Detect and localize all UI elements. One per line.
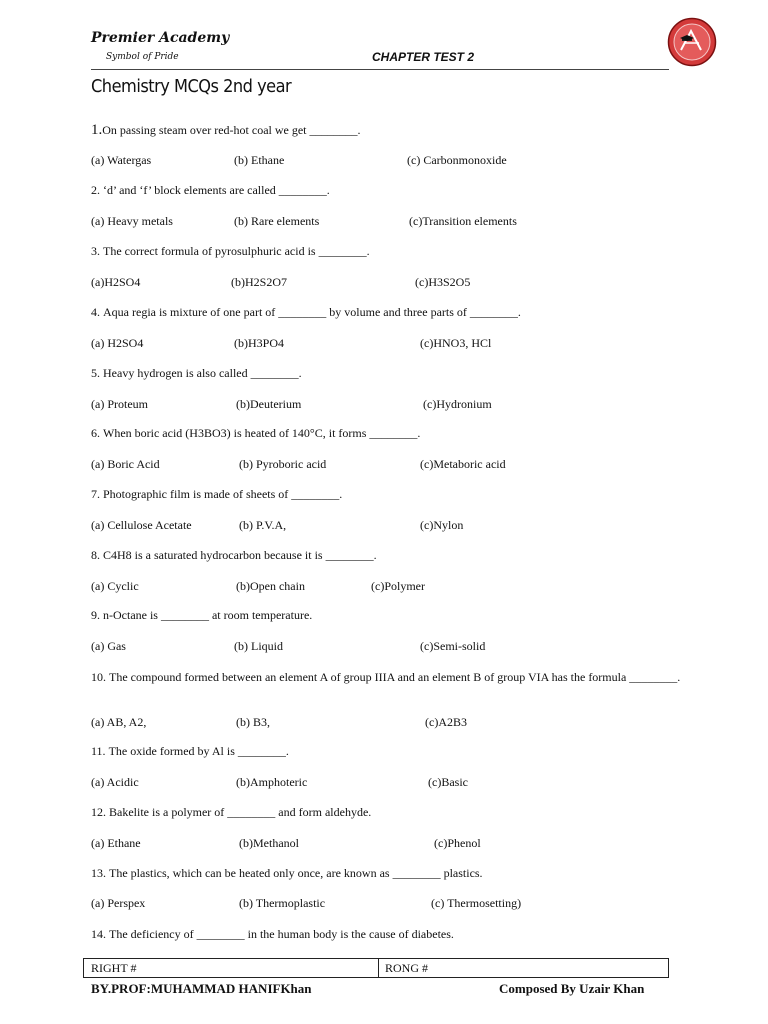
question-number: 1. — [91, 122, 103, 138]
option-b: (b) Ethane — [234, 153, 285, 167]
option-c: (c)Phenol — [434, 836, 481, 850]
question-number: 12. — [91, 805, 106, 819]
question-8 — [91, 548, 377, 563]
option-a: (a) Cellulose Acetate — [91, 518, 192, 532]
academy-name: Premier Academy — [91, 30, 230, 46]
score-box — [83, 958, 669, 978]
question-text: The plastics, which can be heated only once, are known as ________ plastics. — [109, 866, 483, 880]
question-number: 9. — [91, 608, 100, 622]
question-text: C4H8 is a saturated hydrocarbon because it is ________. — [103, 548, 377, 562]
question-number: 4. — [91, 305, 100, 319]
option-b: (b) Rare elements — [234, 214, 320, 228]
header-divider — [91, 69, 669, 70]
question-text: Photographic film is made of sheets of ________. — [103, 487, 343, 501]
question-number: 11. — [91, 744, 106, 758]
author-credit: BY.PROF:MUHAMMAD HANIFKhan — [91, 981, 312, 996]
question-number: 2. — [91, 183, 100, 197]
question-number: 7. — [91, 487, 100, 501]
option-c: (c)Polymer — [371, 579, 425, 593]
question-7 — [91, 487, 342, 502]
option-a: (a) Perspex — [91, 896, 146, 910]
page-title: Chemistry MCQs 2nd year — [91, 76, 292, 97]
option-a: (a) Gas — [91, 639, 126, 653]
right-count-label: RIGHT # — [91, 961, 137, 975]
option-b: (b) Liquid — [234, 639, 283, 653]
question-text: On passing steam over red-hot coal we get ________. — [102, 123, 361, 137]
chapter-title: CHAPTER TEST 2 — [372, 50, 475, 64]
option-c: (c)Semi-solid — [420, 639, 486, 653]
question-number: 5. — [91, 366, 100, 380]
option-a: (a) Cyclic — [91, 579, 139, 593]
option-a: (a) Boric Acid — [91, 457, 160, 471]
question-3 — [91, 244, 370, 259]
wrong-count-label: RONG # — [385, 961, 429, 975]
option-c: (c)HNO3, HCl — [420, 336, 492, 350]
option-a: (a) Ethane — [91, 836, 141, 850]
option-b: (b)Methanol — [239, 836, 299, 850]
question-text: The deficiency of ________ in the human body is the cause of diabetes. — [109, 927, 454, 941]
option-c: (c)Nylon — [420, 518, 464, 532]
question-4 — [91, 305, 521, 320]
option-a: (a) Acidic — [91, 775, 139, 789]
option-a: (a) Watergas — [91, 153, 152, 167]
question-text: Heavy hydrogen is also called ________. — [103, 366, 302, 380]
question-14 — [91, 927, 454, 942]
option-b: (b)Open chain — [236, 579, 305, 593]
option-a: (a) Heavy metals — [91, 214, 173, 228]
option-c: (c)H3S2O5 — [415, 275, 471, 289]
question-12 — [91, 805, 371, 820]
option-a: (a) H2SO4 — [91, 336, 144, 350]
question-number: 13. — [91, 866, 106, 880]
page-header — [0, 0, 768, 75]
question-text: Bakelite is a polymer of ________ and form aldehyde. — [109, 805, 372, 819]
question-11 — [91, 744, 289, 759]
question-text: The correct formula of pyrosulphuric acid is ________. — [103, 244, 370, 258]
question-text: The compound formed between an element A of group IIIA and an element B of group VIA has the formula ________. — [109, 670, 681, 684]
question-number: 10. — [91, 670, 106, 684]
academy-emblem-icon — [667, 17, 717, 67]
option-b: (b)Deuterium — [236, 397, 302, 411]
option-a: (a) AB, A2, — [91, 715, 147, 729]
question-text: Aqua regia is mixture of one part of ________ by volume and three parts of ________. — [103, 305, 521, 319]
option-c: (c) Carbonmonoxide — [407, 153, 507, 167]
option-c: (c)Basic — [428, 775, 468, 789]
composer-credit: Composed By Uzair Khan — [499, 981, 645, 996]
option-c: (c)A2B3 — [425, 715, 467, 729]
option-a: (a)H2SO4 — [91, 275, 141, 289]
option-b: (b) Thermoplastic — [239, 896, 326, 910]
question-6 — [91, 426, 420, 441]
option-b: (b) Pyroboric acid — [239, 457, 327, 471]
question-13 — [91, 866, 483, 881]
question-9 — [91, 608, 312, 623]
question-number: 14. — [91, 927, 106, 941]
question-number: 8. — [91, 548, 100, 562]
question-text: When boric acid (H3BO3) is heated of 140°C, it forms ________. — [103, 426, 421, 440]
question-text: The oxide formed by Al is ________. — [108, 744, 289, 758]
academy-motto: Symbol of Pride — [106, 52, 179, 62]
option-a: (a) Proteum — [91, 397, 148, 411]
option-b: (b)Amphoteric — [236, 775, 308, 789]
question-number: 6. — [91, 426, 100, 440]
question-1 — [91, 122, 361, 139]
option-c: (c)Metaboric acid — [420, 457, 506, 471]
question-10 — [91, 669, 681, 686]
question-text: n-Octane is ________ at room temperature. — [103, 608, 313, 622]
question-text: ‘d’ and ‘f’ block elements are called ________. — [103, 183, 330, 197]
option-b: (b)H2S2O7 — [231, 275, 287, 289]
option-c: (c) Thermosetting) — [431, 896, 522, 910]
option-b: (b) B3, — [236, 715, 270, 729]
option-b: (b) P.V.A, — [239, 518, 287, 532]
option-c: (c)Transition elements — [409, 214, 517, 228]
question-5 — [91, 366, 302, 381]
question-number: 3. — [91, 244, 100, 258]
score-box-divider — [378, 959, 379, 977]
option-b: (b)H3PO4 — [234, 336, 284, 350]
question-2 — [91, 183, 330, 198]
option-c: (c)Hydronium — [423, 397, 492, 411]
